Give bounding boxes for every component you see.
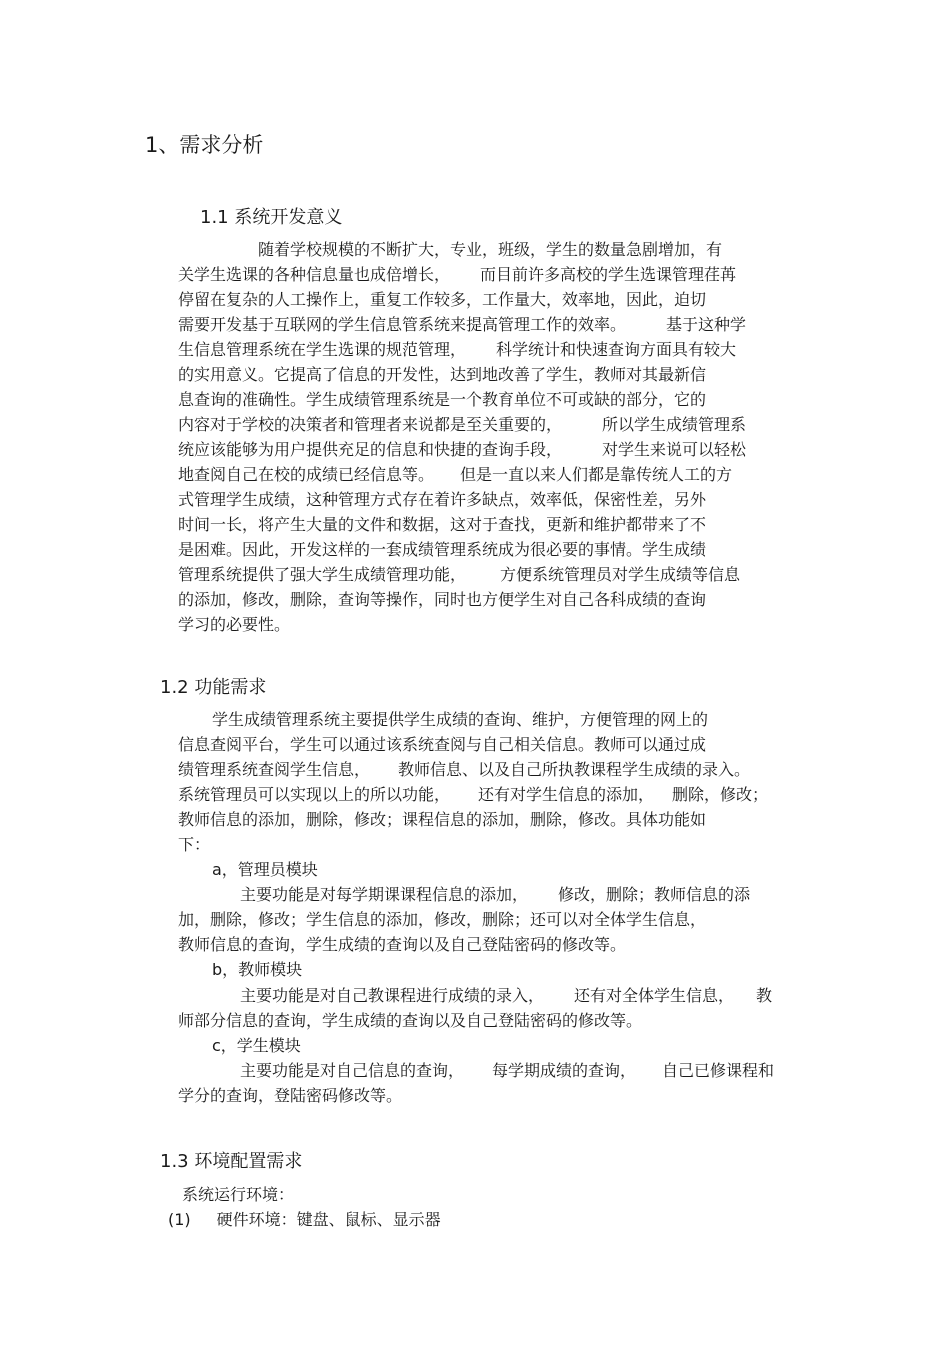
heading-1-2: 1.2 功能需求 (160, 677, 267, 698)
module-title-student: c，学生模块 (212, 1036, 301, 1055)
paragraph-line: 的实用意义。它提高了信息的开发性，达到地改善了学生，教师对其最新信 (178, 365, 707, 384)
paragraph-line: 的添加，修改，删除，查询等操作，同时也方便学生对自己各科成绩的查询 (178, 590, 707, 609)
paragraph-line: 主要功能是对自己信息的查询， 每学期成绩的查询， 自己已修课程和 (240, 1061, 775, 1080)
heading-1-1: 1.1 系统开发意义 (200, 207, 343, 228)
paragraph-line: 息查询的准确性。学生成绩管理系统是一个教育单位不可或缺的部分，它的 (178, 390, 707, 409)
paragraph-line: 内容对于学校的决策者和管理者来说都是至关重要的， 所以学生成绩管理系 (178, 415, 747, 434)
paragraph-line: 关学生选课的各种信息量也成倍增长， 而目前许多高校的学生选课管理荏苒 (178, 265, 737, 284)
paragraph-line: 随着学校规模的不断扩大，专业，班级，学生的数量急剧增加，有 (258, 240, 723, 259)
list-item-text: 硬件环境：键盘、鼠标、显示器 (216, 1210, 441, 1229)
paragraph-line: 教师信息的查询，学生成绩的查询以及自己登陆密码的修改等。 (178, 935, 627, 954)
paragraph-line: 绩管理系统查阅学生信息， 教师信息、以及自己所执教课程学生成绩的录入。 (178, 760, 751, 779)
paragraph-line: 加，删除，修改；学生信息的添加，修改，删除；还可以对全体学生信息， (178, 910, 707, 929)
paragraph-line: 生信息管理系统在学生选课的规范管理， 科学统计和快速查询方面具有较大 (178, 340, 737, 359)
paragraph-line: 学分的查询，登陆密码修改等。 (178, 1086, 403, 1105)
paragraph-line: 管理系统提供了强大学生成绩管理功能， 方便系统管理员对学生成绩等信息 (178, 565, 741, 584)
heading-requirements-analysis: 1、需求分析 (145, 133, 264, 157)
paragraph-line: 是困难。因此，开发这样的一套成绩管理系统成为很必要的事情。学生成绩 (178, 540, 707, 559)
paragraph-line: 式管理学生成绩，这种管理方式存在着许多缺点，效率低，保密性差，另外 (178, 490, 707, 509)
paragraph-line: 学生成绩管理系统主要提供学生成绩的查询、维护，方便管理的网上的 (212, 710, 709, 729)
paragraph-line: 停留在复杂的人工操作上，重复工作较多，工作量大，效率地，因此，迫切 (178, 290, 707, 309)
list-item (168, 1209, 441, 1231)
paragraph-line: 信息查阅平台，学生可以通过该系统查阅与自己相关信息。教师可以通过成 (178, 735, 707, 754)
paragraph-line: 地查阅自己在校的成绩已经信息等。 但是一直以来人们都是靠传统人工的方 (178, 465, 733, 484)
module-title-admin: a，管理员模块 (212, 860, 318, 879)
paragraph-line: 系统管理员可以实现以上的所以功能， 还有对学生信息的添加， 删除，修改； (178, 785, 769, 804)
paragraph-line: 时间一长，将产生大量的文件和数据，这对于查找，更新和维护都带来了不 (178, 515, 707, 534)
paragraph-line: 主要功能是对自己教课程进行成绩的录入， 还有对全体学生信息， 教 (240, 986, 773, 1005)
paragraph-line: 统应该能够为用户提供充足的信息和快捷的查询手段， 对学生来说可以轻松 (178, 440, 747, 459)
list-item-number: (1) (168, 1210, 191, 1229)
paragraph-line: 需要开发基于互联网的学生信息管系统来提高管理工作的效率。 基于这种学 (178, 315, 747, 334)
paragraph-line: 师部分信息的查询，学生成绩的查询以及自己登陆密码的修改等。 (178, 1011, 643, 1030)
module-title-teacher: b，教师模块 (212, 960, 303, 979)
env-label: 系统运行环境： (182, 1185, 295, 1204)
paragraph-line: 下： (178, 835, 211, 854)
paragraph-line: 教师信息的添加，删除，修改；课程信息的添加，删除，修改。具体功能如 (178, 810, 707, 829)
paragraph-line: 学习的必要性。 (178, 615, 291, 634)
paragraph-line: 主要功能是对每学期课课程信息的添加， 修改，删除；教师信息的添 (240, 885, 751, 904)
heading-1-3: 1.3 环境配置需求 (160, 1151, 303, 1172)
